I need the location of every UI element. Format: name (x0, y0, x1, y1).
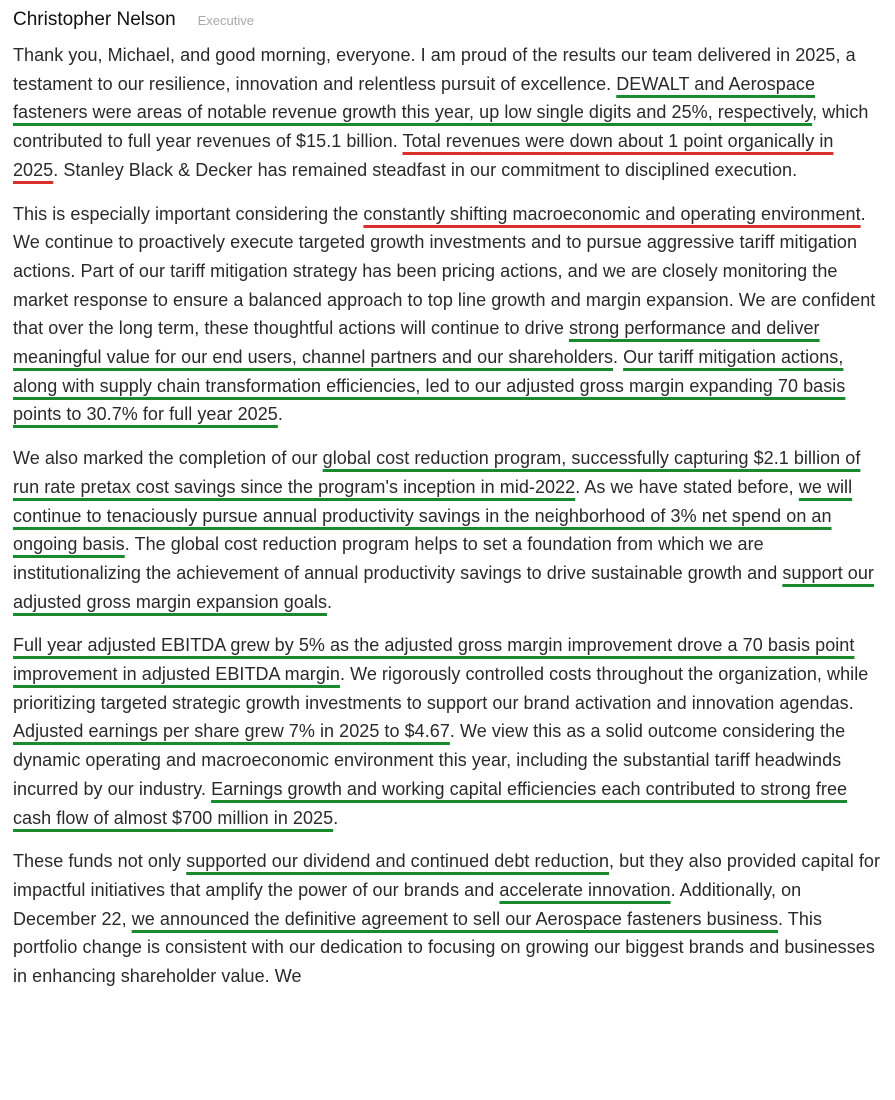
positive-highlight: DEWALT and Aerospace fasteners were areas of notable revenue growth this year, up low single digits and 25%, respectively (13, 73, 816, 123)
transcript-text: . Stanley Black & Decker has remained steadfast in our commitment to disciplined execution. (53, 159, 798, 180)
positive-highlight: supported our dividend and continued debt reduction (186, 851, 610, 872)
transcript-text: . (613, 347, 624, 368)
transcript-text: , but they also provided capital for impactful initiatives that amplify the power of our brands and (13, 851, 881, 900)
transcript-body (13, 41, 881, 991)
transcript-text: . We continue to proactively execute targeted growth investments and to pursue aggressive tariff mitigation actions. Part of our tariff mitigation strategy has been pricing actions, and we are closely monitoring the market response to ensure a balanced approach to top line growth and margin expansion. We are confident that over the long term, these thoughtful actions will continue to drive (13, 203, 876, 339)
positive-highlight: Our tariff mitigation actions, along with supply chain transformation efficiencies, led to our adjusted gross margin expanding 70 basis points to 30.7% for full year 2025 (13, 347, 846, 425)
positive-highlight: global cost reduction program, successfully capturing $2.1 billion of run rate pretax cost savings since the program's inception in mid-2022 (13, 448, 861, 497)
transcript-text: . Additionally, on December 22, (13, 879, 802, 929)
positive-highlight: strong performance and deliver meaningful value for our end users, channel partners and our shareholders (13, 318, 820, 368)
paragraph-2 (13, 200, 881, 430)
transcript-text: We also marked the completion of our (13, 448, 323, 469)
paragraph-1 (13, 41, 881, 185)
transcript-text: This is especially important considering the (13, 203, 364, 224)
speaker-role: Executive (197, 13, 255, 28)
positive-highlight: Earnings growth and working capital efficiencies each contributed to strong free cash flow of almost $700 million in 2025 (13, 778, 848, 828)
positive-highlight: support our adjusted gross margin expansion goals (13, 562, 874, 612)
transcript-text: . (333, 807, 339, 828)
transcript-text: . (327, 591, 333, 612)
negative-highlight: constantly shifting macroeconomic and operating environment (363, 203, 861, 224)
positive-highlight: Adjusted earnings per share grew 7% in 2025 to $4.67 (13, 721, 450, 742)
transcript-text: . As we have stated before, (575, 476, 799, 497)
positive-highlight: accelerate innovation (499, 879, 671, 900)
paragraph-5 (13, 847, 881, 991)
transcript-text: , which contributed to full year revenues of $15.1 billion. (13, 102, 869, 152)
paragraph-4 (13, 631, 881, 832)
transcript-text: . (277, 404, 283, 425)
transcript-text: . We view this as a solid outcome considering the dynamic operating and macroeconomic environment this year, including the substantial tariff headwinds incurred by our industry. (13, 721, 846, 799)
paragraph-3 (13, 444, 881, 616)
transcript-text: . The global cost reduction program helps to set a foundation from which we are institutionalizing the achievement of annual productivity savings to drive sustainable growth and (13, 534, 783, 583)
positive-highlight: Full year adjusted EBITDA grew by 5% as the adjusted gross margin improvement drove a 70 basis point improvement in adjusted EBITDA margin (13, 635, 855, 685)
positive-highlight: we will continue to tenaciously pursue annual productivity savings in the neighborhood of 3% net spend on an ongoing basis (13, 476, 853, 555)
positive-highlight: we announced the definitive agreement to sell our Aerospace fasteners business (131, 908, 779, 929)
transcript-text: Thank you, Michael, and good morning, everyone. I am proud of the results our team delivered in 2025, a testament to our resilience, innovation and relentless pursuit of excellence. (13, 45, 856, 94)
negative-highlight: Total revenues were down about 1 point organically in 2025 (13, 131, 834, 180)
transcript-text: . We rigorously controlled costs throughout the organization, while prioritizing targeted strategic growth investments to support our brand activation and innovation agendas. (13, 664, 869, 713)
speaker-name: Christopher Nelson (13, 9, 176, 30)
speaker-header (13, 9, 881, 31)
transcript-text: . This portfolio change is consistent with our dedication to focusing on growing our biggest brands and businesses in enhancing shareholder value. We (13, 908, 875, 987)
transcript-text: These funds not only (13, 851, 187, 872)
